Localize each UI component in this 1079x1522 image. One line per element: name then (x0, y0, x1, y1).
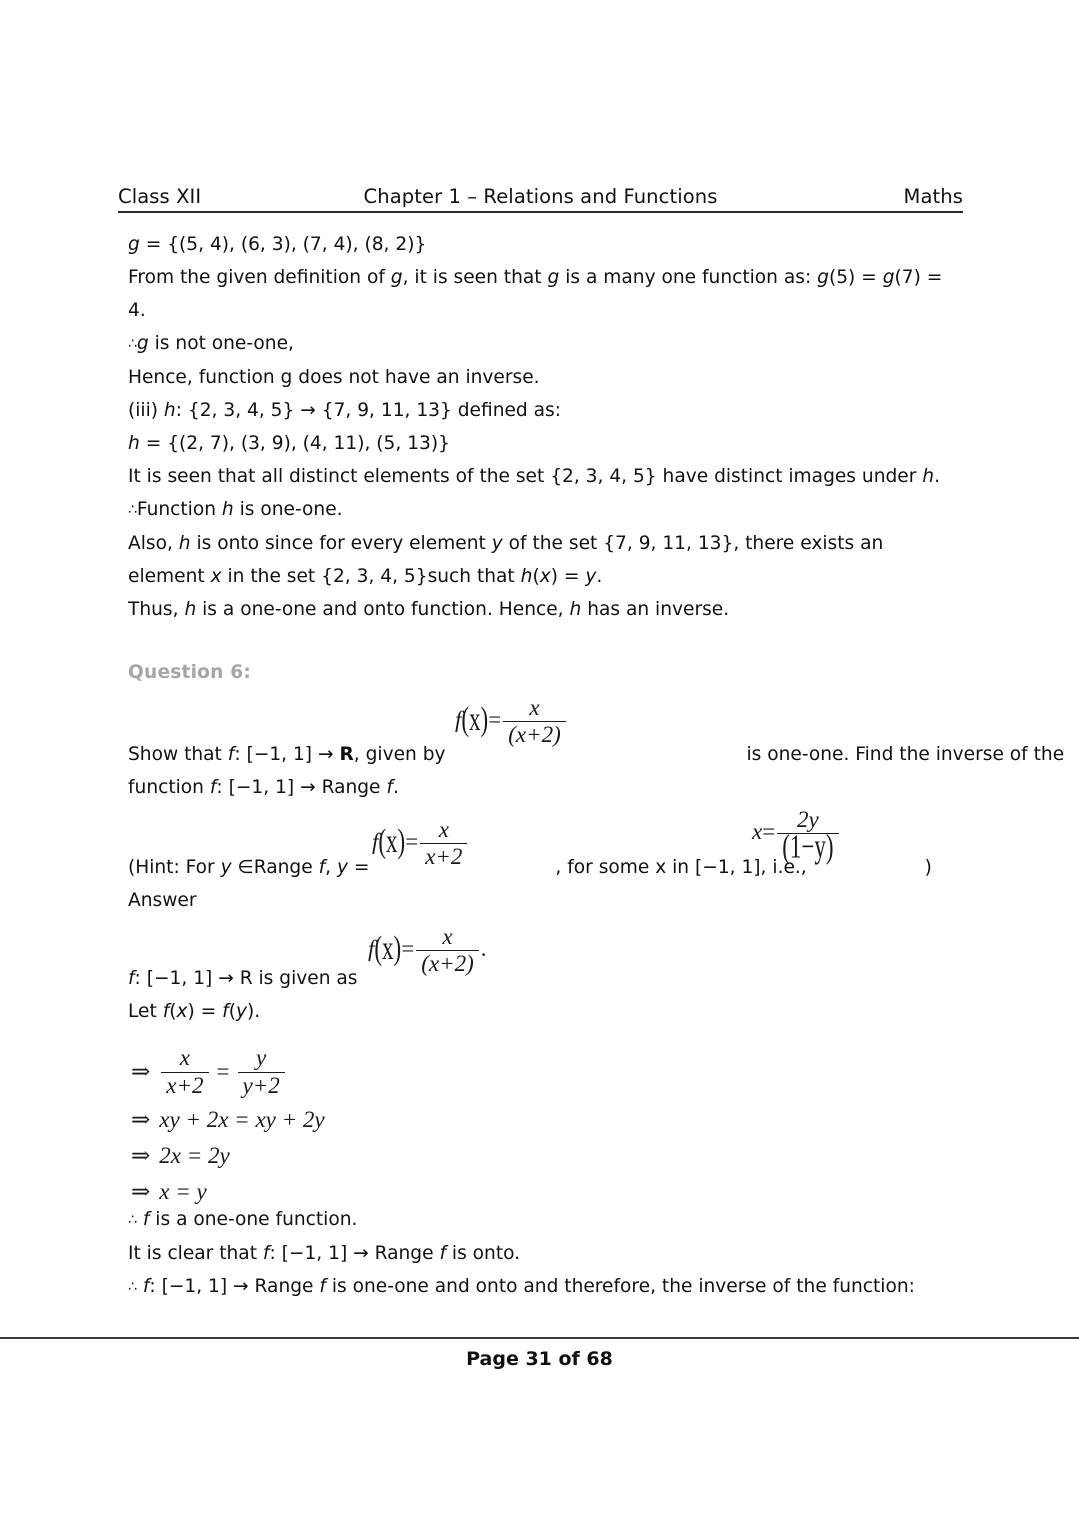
text-line-h-onto: Also, h is onto since for every element y of the set {7, 9, 11, 13}, there exists an (128, 533, 884, 554)
formula-lhs: x (752, 819, 763, 845)
closing-line-inverse: ∴ f: [−1, 1] → Range f is one-one and onto and therefore, the inverse of the function: (128, 1276, 915, 1297)
formula-period: . (480, 936, 487, 962)
footer-divider (0, 1337, 1079, 1339)
derivation-block (131, 1042, 325, 1210)
implies-arrow-icon: ⇒ (131, 1143, 151, 1168)
fraction-numerator: x (503, 696, 566, 722)
question-heading: Question 6: (128, 662, 252, 683)
let-line: Let f(x) = f(y). (128, 1001, 261, 1022)
fraction-right (238, 1046, 285, 1098)
fraction-denominator: (x+2) (508, 722, 561, 748)
therefore-symbol: ∴ (128, 1279, 137, 1295)
implies-arrow-icon: ⇒ (131, 1059, 151, 1084)
given-line: f: [−1, 1] → R is given as (128, 968, 358, 989)
question-line-1-tail: is one-one. Find the inverse of the (746, 744, 1065, 765)
fraction-denominator: x+2 (425, 844, 463, 870)
derivation-step-4-text: x = y (159, 1179, 207, 1204)
hint-middle-text: , for some x in [−1, 1], i.e., (555, 857, 807, 878)
derivation-step-1 (131, 1042, 325, 1102)
formula-arg: (x) (374, 930, 402, 967)
derivation-step-2 (131, 1102, 325, 1138)
implies-arrow-icon: ⇒ (131, 1179, 151, 1204)
implies-arrow-icon: ⇒ (131, 1107, 151, 1132)
page-number-label: Page 31 of 68 (466, 1348, 613, 1370)
closing-line-onto: It is clear that f: [−1, 1] → Range f is onto. (128, 1243, 521, 1264)
fraction-denominator: y+2 (242, 1072, 280, 1098)
fraction-numerator: 2y (777, 808, 838, 834)
body-text-block (128, 228, 958, 626)
formula-equals: = (488, 707, 502, 733)
text-line-h-definition: h = {(2, 7), (3, 9), (4, 11), (5, 13)} (128, 433, 450, 454)
text-line-four: 4. (128, 300, 146, 321)
formula-lhs: f (372, 829, 379, 855)
therefore-symbol: ∴ (128, 336, 137, 352)
text-line-h-has-inverse: Thus, h is a one-one and onto function. Hence, h has an inverse. (128, 599, 730, 620)
question-line-1: Show that f: [−1, 1] → R, given by is one-one. Find the inverse of the (128, 744, 1065, 765)
equals-sign: = (216, 1059, 230, 1084)
text-line-g-no-inverse: Hence, function g does not have an inverse. (128, 367, 540, 388)
header-subject-label: Maths (903, 185, 963, 208)
formula-equals: = (405, 829, 419, 855)
fraction-left (161, 1046, 208, 1098)
closing-block (128, 1203, 988, 1304)
text-line-h-one-one: ∴Function h is one-one. (128, 499, 343, 520)
fraction-denominator: x+2 (166, 1072, 204, 1098)
fraction-numerator: y (238, 1046, 285, 1072)
formula-equals: = (762, 819, 776, 845)
question-line-2: function f: [−1, 1] → Range f. (128, 777, 399, 798)
formula-lhs: f (455, 707, 462, 733)
fraction-numerator: x (161, 1046, 208, 1072)
closing-line-one-one: ∴ f is a one-one function. (128, 1209, 358, 1230)
text-line-g-definition: g = {(5, 4), (6, 3), (7, 4), (8, 2)} (128, 234, 427, 255)
formula-arg: (x) (461, 701, 489, 738)
text-line-distinct-elements: It is seen that all distinct elements of the set {2, 3, 4, 5} have distinct images under h. (128, 466, 940, 487)
header-class-label: Class XII (118, 185, 202, 208)
text-line-h-mapping: (iii) h: {2, 3, 4, 5} → {7, 9, 11, 13} defined as: (128, 400, 561, 421)
hint-line: (Hint: For y ∈Range f, y = , for some x in [−1, 1], i.e., ) (128, 857, 932, 878)
derivation-step-2-text: xy + 2x = xy + 2y (159, 1107, 325, 1132)
fraction-denominator: (1−y) (782, 828, 834, 865)
answer-label: Answer (128, 890, 197, 911)
derivation-step-3 (131, 1138, 325, 1174)
header-divider (118, 211, 963, 213)
therefore-symbol: ∴ (128, 1212, 137, 1228)
therefore-symbol: ∴ (128, 502, 137, 518)
text-line-many-one: From the given definition of g, it is seen that g is a many one function as: g(5) = g(7) = (128, 267, 943, 288)
fraction-denominator: (x+2) (421, 951, 474, 977)
fraction-numerator: x (420, 818, 467, 844)
text-line-h-element: element x in the set {2, 3, 4, 5}such that h(x) = y. (128, 566, 603, 587)
derivation-step-3-text: 2x = 2y (159, 1143, 230, 1168)
formula-arg: (x) (378, 823, 406, 860)
text-line-g-not-one-one: ∴g is not one-one, (128, 333, 294, 354)
fraction-numerator: x (416, 925, 479, 951)
page-header (118, 185, 963, 208)
hint-close-paren: ) (924, 857, 932, 878)
given-block (128, 962, 968, 1028)
header-chapter-title: Chapter 1 – Relations and Functions (363, 185, 718, 208)
formula-equals: = (401, 936, 415, 962)
question-statement-block (128, 738, 1065, 804)
formula-lhs: f (368, 936, 375, 962)
hint-block (128, 851, 988, 917)
